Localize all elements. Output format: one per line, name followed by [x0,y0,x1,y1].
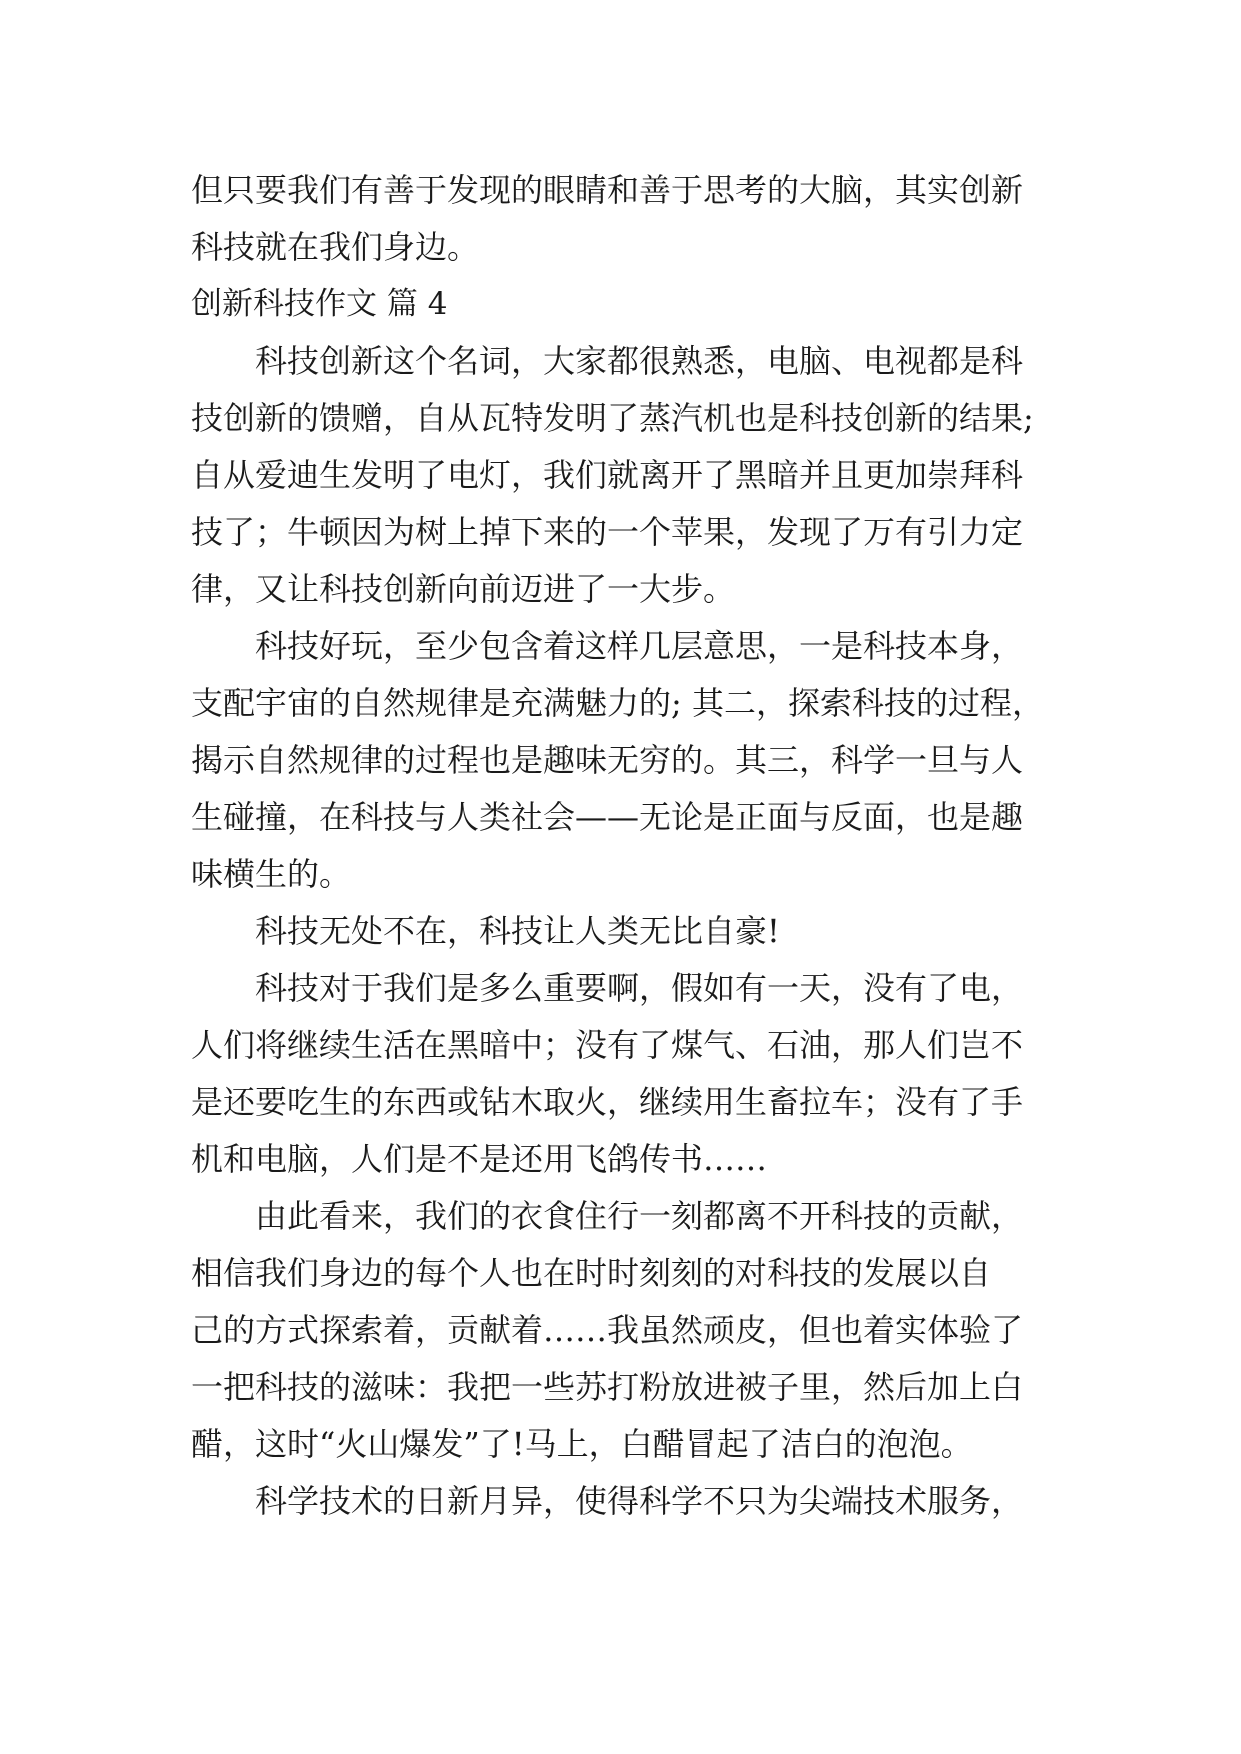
paragraph-line: 律，又让科技创新向前迈进了一大步。 [191,570,736,608]
paragraph-line: 科技好玩，至少包含着这样几层意思，一是科技本身， [255,627,1024,665]
paragraph-line: 由此看来，我们的衣食住行一刻都离不开科技的贡献， [255,1197,1024,1235]
paragraph-line: 一把科技的滋味：我把一些苏打粉放进被子里，然后加上白 [191,1368,1024,1406]
paragraph-line: 支配宇宙的自然规律是充满魅力的; 其二，探索科技的过程， [191,684,1044,722]
paragraph-line: 自从爱迪生发明了电灯，我们就离开了黑暗并且更加崇拜科 [191,456,1024,494]
paragraph-line: 技创新的馈赠，自从瓦特发明了蒸汽机也是科技创新的结果; [191,399,1034,437]
paragraph-line: 味横生的。 [191,855,352,893]
section-title: 创新科技作文 篇 4 [191,286,448,322]
paragraph-line: 科技无处不在，科技让人类无比自豪! [255,912,780,950]
intro-line: 但只要我们有善于发现的眼睛和善于思考的大脑，其实创新 [191,171,1024,209]
paragraph-line: 醋，这时“火山爆发”了!马上，白醋冒起了洁白的泡泡。 [191,1425,973,1463]
paragraph-line: 科技对于我们是多么重要啊，假如有一天，没有了电， [255,969,1024,1007]
paragraph-line: 科技创新这个名词，大家都很熟悉，电脑、电视都是科 [255,342,1024,380]
paragraph-line: 揭示自然规律的过程也是趣味无穷的。其三，科学一旦与人 [191,741,1024,779]
paragraph-line: 生碰撞，在科技与人类社会——无论是正面与反面，也是趣 [191,798,1024,836]
paragraph-line: 机和电脑，人们是不是还用飞鸽传书…… [191,1140,768,1178]
document-body [191,162,1061,1530]
paragraph-line: 是还要吃生的东西或钻木取火，继续用生畜拉车；没有了手 [191,1083,1024,1121]
paragraph-line: 科学技术的日新月异，使得科学不只为尖端技术服务， [255,1482,1024,1520]
paragraph-line: 相信我们身边的每个人也在时时刻刻的对科技的发展以自 [191,1254,992,1292]
paragraph-line: 人们将继续生活在黑暗中；没有了煤气、石油，那人们岂不 [191,1026,1024,1064]
intro-line: 科技就在我们身边。 [191,228,480,266]
paragraph-line: 己的方式探索着，贡献着……我虽然顽皮，但也着实体验了 [191,1311,1024,1349]
paragraph-line: 技了；牛顿因为树上掉下来的一个苹果，发现了万有引力定 [191,513,1024,551]
